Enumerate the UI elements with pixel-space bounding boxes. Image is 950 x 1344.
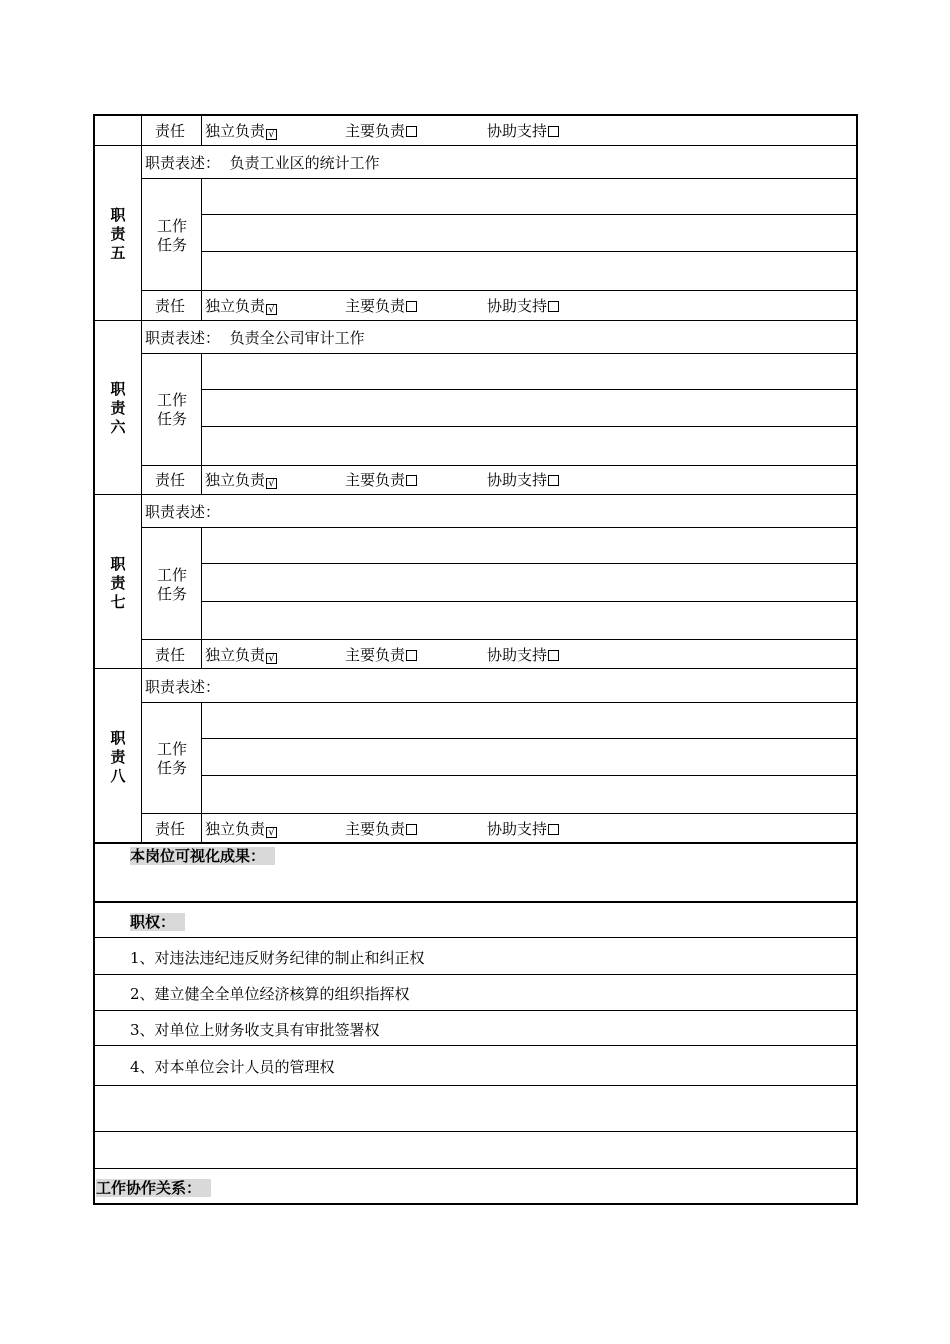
- checkbox-icon[interactable]: [406, 126, 417, 137]
- duty-desc-8: 职责表述：: [145, 678, 221, 696]
- checkbox-icon[interactable]: [548, 301, 559, 312]
- authority-item-1: 1、对违法违纪违反财务纪律的制止和纠正权: [130, 949, 425, 967]
- task-divider: [201, 178, 202, 320]
- authority-header: 职权：: [130, 913, 185, 931]
- resp-independent[interactable]: 独立负责 √: [205, 819, 277, 839]
- divider: [141, 290, 856, 291]
- divider: [141, 178, 856, 179]
- authority-item-2: 2、建立健全全单位经济核算的组织指挥权: [130, 985, 410, 1003]
- duty-title-8: 职 责 八: [110, 729, 126, 785]
- checkbox-icon[interactable]: [406, 824, 417, 835]
- duty-desc-7: 职责表述：: [145, 503, 221, 521]
- checkbox-icon[interactable]: [548, 475, 559, 486]
- resp-label: 责任: [155, 646, 186, 664]
- resp-assist[interactable]: 协助支持: [487, 645, 559, 665]
- divider: [95, 320, 856, 321]
- resp-independent[interactable]: 独立负责 √: [205, 470, 277, 490]
- resp-independent[interactable]: 独立负责 √: [205, 296, 277, 316]
- resp-independent[interactable]: 独立负责 √: [205, 121, 277, 141]
- resp-main[interactable]: 主要负责: [345, 121, 417, 141]
- resp-main[interactable]: 主要负责: [345, 296, 417, 316]
- divider: [95, 974, 856, 975]
- divider: [141, 465, 856, 466]
- divider: [141, 527, 856, 528]
- resp-label: 责任: [155, 471, 186, 489]
- task-line: [201, 563, 856, 564]
- task-label-8: 工作 任务: [156, 740, 187, 777]
- divider: [95, 1168, 856, 1169]
- results-header: 本岗位可视化成果：: [130, 847, 275, 865]
- cooperation-header: 工作协作关系：: [96, 1179, 211, 1197]
- resp-label: 责任: [155, 820, 186, 838]
- task-line: [201, 775, 856, 776]
- resp-label: 责任: [155, 122, 186, 140]
- checkbox-icon[interactable]: [548, 824, 559, 835]
- section-divider: [95, 901, 856, 903]
- resp-assist[interactable]: 协助支持: [487, 470, 559, 490]
- resp-label: 责任: [155, 297, 186, 315]
- checkbox-icon[interactable]: [548, 650, 559, 661]
- divider: [95, 1045, 856, 1046]
- divider: [95, 1131, 856, 1132]
- task-label-7: 工作 任务: [156, 566, 187, 603]
- task-label-5: 工作 任务: [156, 217, 187, 254]
- divider: [95, 145, 856, 146]
- resp-assist[interactable]: 协助支持: [487, 819, 559, 839]
- task-line: [201, 426, 856, 427]
- checkbox-icon[interactable]: [406, 650, 417, 661]
- divider: [95, 1010, 856, 1011]
- task-line: [201, 601, 856, 602]
- resp-divider: [201, 116, 202, 145]
- divider: [141, 813, 856, 814]
- task-divider: [201, 702, 202, 842]
- checked-box-icon[interactable]: √: [266, 827, 277, 838]
- resp-assist[interactable]: 协助支持: [487, 296, 559, 316]
- task-line: [201, 389, 856, 390]
- resp-independent[interactable]: 独立负责 √: [205, 645, 277, 665]
- resp-main[interactable]: 主要负责: [345, 470, 417, 490]
- checkbox-icon[interactable]: [406, 475, 417, 486]
- resp-main[interactable]: 主要负责: [345, 819, 417, 839]
- duty-title-7: 职 责 七: [110, 555, 126, 611]
- divider: [95, 937, 856, 938]
- task-divider: [201, 353, 202, 494]
- divider: [141, 639, 856, 640]
- title-column-divider: [141, 116, 142, 842]
- resp-main[interactable]: 主要负责: [345, 645, 417, 665]
- authority-item-3: 3、对单位上财务收支具有审批签署权: [130, 1021, 380, 1039]
- checked-box-icon[interactable]: √: [266, 653, 277, 664]
- checked-box-icon[interactable]: √: [266, 478, 277, 489]
- divider: [141, 702, 856, 703]
- task-divider: [201, 527, 202, 668]
- task-line: [201, 214, 856, 215]
- duty-desc-6: 职责表述： 负责全公司审计工作: [145, 329, 365, 347]
- authority-item-4: 4、对本单位会计人员的管理权: [130, 1058, 335, 1076]
- duty-title-5: 职 责 五: [110, 206, 126, 262]
- checkbox-icon[interactable]: [548, 126, 559, 137]
- divider: [95, 494, 856, 495]
- resp-assist[interactable]: 协助支持: [487, 121, 559, 141]
- checked-box-icon[interactable]: √: [266, 129, 277, 140]
- duty-desc-5: 职责表述： 负责工业区的统计工作: [145, 154, 380, 172]
- divider: [95, 1085, 856, 1086]
- divider: [141, 353, 856, 354]
- divider: [95, 668, 856, 669]
- task-line: [201, 251, 856, 252]
- duty-title-6: 职 责 六: [110, 380, 126, 436]
- checked-box-icon[interactable]: √: [266, 304, 277, 315]
- job-description-form: [93, 114, 858, 1205]
- section-divider: [95, 842, 856, 844]
- task-line: [201, 738, 856, 739]
- task-label-6: 工作 任务: [156, 391, 187, 428]
- checkbox-icon[interactable]: [406, 301, 417, 312]
